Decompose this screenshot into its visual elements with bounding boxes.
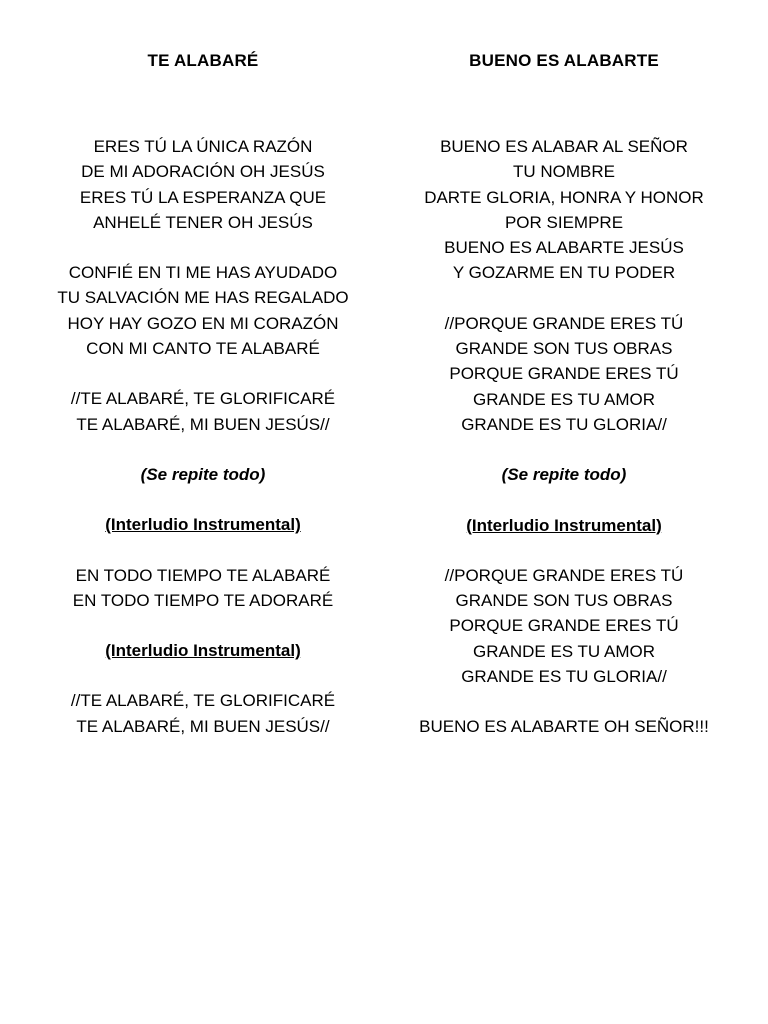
interlude-label: (Interludio Instrumental)	[466, 515, 662, 535]
stanza-5	[12, 688, 394, 739]
lyric-line: GRANDE ES TU GLORIA//	[461, 414, 667, 434]
lyric-line: //PORQUE GRANDE ERES TÚ	[444, 565, 684, 585]
lyric-line: GRANDE ES TU AMOR	[473, 641, 655, 661]
interlude-label: (Interludio Instrumental)	[105, 515, 301, 535]
lyric-line: BUENO ES ALABARTE OH SEÑOR!!!	[419, 717, 709, 737]
lyric-line: ERES TÚ LA ESPERANZA QUE	[79, 187, 327, 207]
lyric-line: CONFIÉ EN TI ME HAS AYUDADO	[68, 263, 338, 283]
lyric-line: BUENO ES ALABARTE JESÚS	[444, 238, 684, 258]
stanza-2	[372, 311, 756, 437]
interlude-label: (Interludio Instrumental)	[105, 641, 301, 661]
lyric-line: EN TODO TIEMPO TE ADORARÉ	[72, 590, 334, 610]
lyric-line: GRANDE ES TU AMOR	[473, 389, 655, 409]
lyric-line: TU SALVACIÓN ME HAS REGALADO	[57, 288, 349, 308]
stanza-3	[372, 563, 756, 689]
lyric-line: PORQUE GRANDE ERES TÚ	[449, 364, 679, 384]
stanza-3	[12, 386, 394, 437]
lyric-line: DARTE GLORIA, HONRA Y HONOR	[424, 187, 704, 207]
song-title-te-alabare: TE ALABARÉ	[147, 51, 259, 70]
lyric-line: //TE ALABARÉ, TE GLORIFICARÉ	[70, 389, 336, 409]
lyric-line: TE ALABARÉ, MI BUEN JESÚS//	[76, 716, 330, 736]
lyric-line: PORQUE GRANDE ERES TÚ	[449, 616, 679, 636]
lyric-line: //TE ALABARÉ, TE GLORIFICARÉ	[70, 691, 336, 711]
lyric-line: //PORQUE GRANDE ERES TÚ	[444, 313, 684, 333]
lyric-line: DE MI ADORACIÓN OH JESÚS	[81, 162, 325, 182]
repeat-note: (Se repite todo)	[501, 465, 627, 485]
lyric-line: TE ALABARÉ, MI BUEN JESÚS//	[76, 414, 330, 434]
repeat-note: (Se repite todo)	[140, 464, 266, 484]
lyric-line: GRANDE SON TUS OBRAS	[455, 591, 673, 611]
lyric-line: ERES TÚ LA ÚNICA RAZÓN	[93, 137, 313, 156]
lyric-line: ANHELÉ TENER OH JESÚS	[93, 212, 313, 232]
song-left-column	[12, 50, 394, 764]
stanza-1	[12, 134, 394, 235]
lyric-line: CON MI CANTO TE ALABARÉ	[86, 339, 320, 359]
lyric-line: BUENO ES ALABAR AL SEÑOR	[440, 137, 688, 156]
stanza-2	[12, 260, 394, 361]
lyric-line: POR SIEMPRE	[504, 212, 624, 232]
lyric-line: GRANDE SON TUS OBRAS	[455, 339, 673, 359]
closing-stanza	[372, 714, 756, 739]
stanza-4	[12, 563, 394, 614]
lyric-line: HOY HAY GOZO EN MI CORAZÓN	[67, 313, 339, 333]
song-title-bueno-es-alabarte: BUENO ES ALABARTE	[469, 51, 659, 70]
song-right-column	[372, 50, 756, 765]
lyric-line: TU NOMBRE	[513, 162, 615, 182]
lyric-line: GRANDE ES TU GLORIA//	[461, 667, 667, 687]
stanza-1	[372, 134, 756, 286]
lyric-line: EN TODO TIEMPO TE ALABARÉ	[75, 565, 331, 585]
lyric-line: Y GOZARME EN TU PODER	[452, 263, 676, 283]
